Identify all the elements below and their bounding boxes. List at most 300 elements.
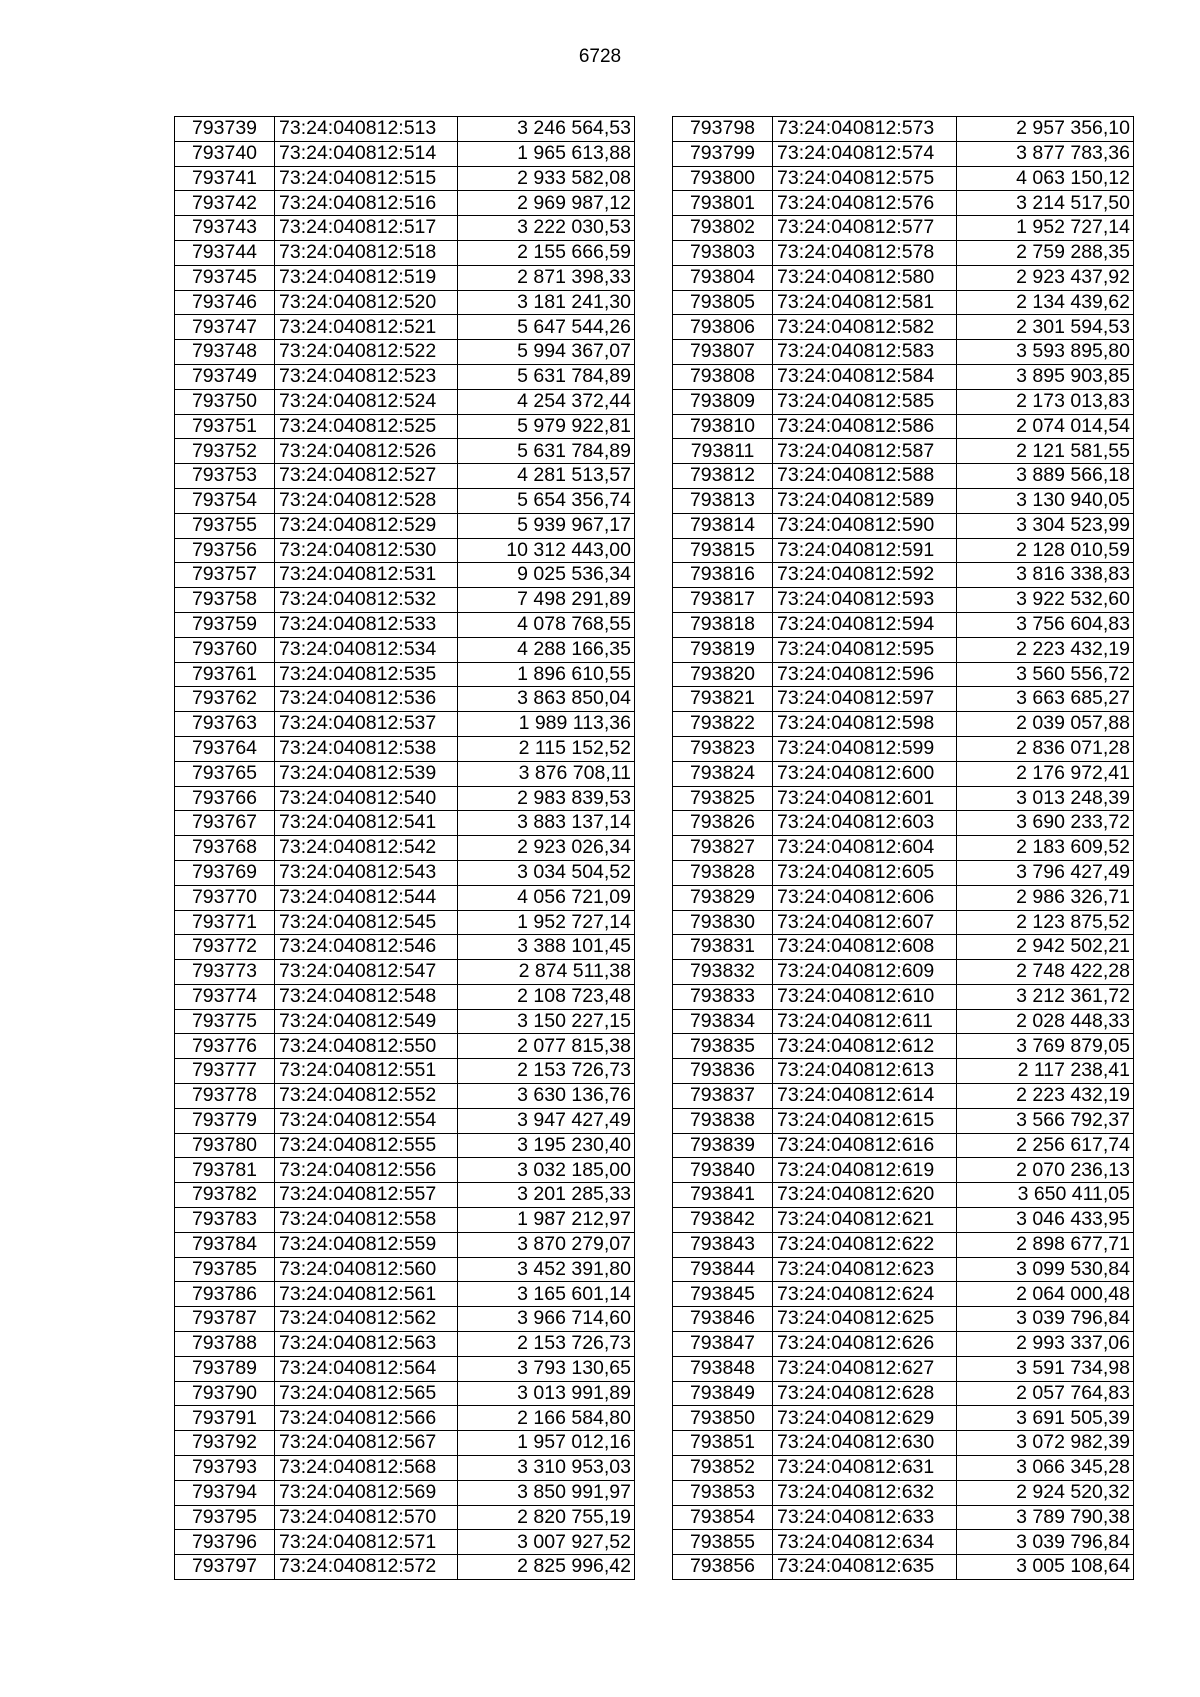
record-number-cell: 793788 bbox=[175, 1332, 275, 1357]
value-cell: 2 176 972,41 bbox=[957, 761, 1134, 786]
table-row bbox=[673, 1009, 1134, 1034]
record-number-cell: 793747 bbox=[175, 315, 275, 340]
record-number-cell: 793816 bbox=[673, 563, 773, 588]
cadastral-number-cell: 73:24:040812:607 bbox=[773, 910, 957, 935]
table-row bbox=[175, 488, 635, 513]
value-cell: 2 924 520,32 bbox=[957, 1480, 1134, 1505]
table-row bbox=[673, 1183, 1134, 1208]
value-cell: 5 939 967,17 bbox=[458, 513, 635, 538]
record-number-cell: 793762 bbox=[175, 687, 275, 712]
value-cell: 2 074 014,54 bbox=[957, 414, 1134, 439]
value-cell: 3 388 101,45 bbox=[458, 935, 635, 960]
cadastral-number-cell: 73:24:040812:513 bbox=[275, 117, 458, 142]
table-row bbox=[175, 1282, 635, 1307]
table-row bbox=[175, 836, 635, 861]
record-number-cell: 793801 bbox=[673, 191, 773, 216]
cadastral-number-cell: 73:24:040812:539 bbox=[275, 761, 458, 786]
table-row bbox=[673, 240, 1134, 265]
value-cell: 10 312 443,00 bbox=[458, 538, 635, 563]
cadastral-number-cell: 73:24:040812:620 bbox=[773, 1183, 957, 1208]
record-number-cell: 793845 bbox=[673, 1282, 773, 1307]
cadastral-number-cell: 73:24:040812:548 bbox=[275, 984, 458, 1009]
table-row bbox=[673, 1530, 1134, 1555]
table-row bbox=[175, 166, 635, 191]
value-cell: 2 117 238,41 bbox=[957, 1059, 1134, 1084]
value-cell: 5 979 922,81 bbox=[458, 414, 635, 439]
cadastral-number-cell: 73:24:040812:603 bbox=[773, 811, 957, 836]
value-cell: 1 952 727,14 bbox=[957, 216, 1134, 241]
value-cell: 3 630 136,76 bbox=[458, 1084, 635, 1109]
record-number-cell: 793803 bbox=[673, 240, 773, 265]
record-number-cell: 793750 bbox=[175, 389, 275, 414]
cadastral-number-cell: 73:24:040812:623 bbox=[773, 1257, 957, 1282]
table-row bbox=[175, 811, 635, 836]
record-number-cell: 793836 bbox=[673, 1059, 773, 1084]
value-cell: 2 986 326,71 bbox=[957, 885, 1134, 910]
value-cell: 2 871 398,33 bbox=[458, 265, 635, 290]
cadastral-number-cell: 73:24:040812:521 bbox=[275, 315, 458, 340]
record-number-cell: 793781 bbox=[175, 1158, 275, 1183]
table-row bbox=[175, 364, 635, 389]
record-number-cell: 793760 bbox=[175, 637, 275, 662]
record-number-cell: 793789 bbox=[175, 1356, 275, 1381]
record-number-cell: 793744 bbox=[175, 240, 275, 265]
table-row bbox=[673, 364, 1134, 389]
table-row bbox=[175, 563, 635, 588]
record-number-cell: 793813 bbox=[673, 488, 773, 513]
cadastral-number-cell: 73:24:040812:517 bbox=[275, 216, 458, 241]
value-cell: 2 836 071,28 bbox=[957, 736, 1134, 761]
record-number-cell: 793840 bbox=[673, 1158, 773, 1183]
cadastral-number-cell: 73:24:040812:594 bbox=[773, 612, 957, 637]
record-number-cell: 793851 bbox=[673, 1431, 773, 1456]
record-number-cell: 793752 bbox=[175, 439, 275, 464]
cadastral-number-cell: 73:24:040812:611 bbox=[773, 1009, 957, 1034]
record-number-cell: 793775 bbox=[175, 1009, 275, 1034]
value-cell: 2 942 502,21 bbox=[957, 935, 1134, 960]
record-number-cell: 793833 bbox=[673, 984, 773, 1009]
value-cell: 2 153 726,73 bbox=[458, 1332, 635, 1357]
cadastral-number-cell: 73:24:040812:590 bbox=[773, 513, 957, 538]
record-number-cell: 793832 bbox=[673, 960, 773, 985]
table-row bbox=[175, 464, 635, 489]
cadastral-number-cell: 73:24:040812:527 bbox=[275, 464, 458, 489]
cadastral-number-cell: 73:24:040812:630 bbox=[773, 1431, 957, 1456]
cadastral-number-cell: 73:24:040812:592 bbox=[773, 563, 957, 588]
table-row bbox=[673, 1084, 1134, 1109]
cadastral-number-cell: 73:24:040812:515 bbox=[275, 166, 458, 191]
table-row bbox=[175, 736, 635, 761]
table-row bbox=[673, 1406, 1134, 1431]
record-number-cell: 793766 bbox=[175, 786, 275, 811]
cadastral-number-cell: 73:24:040812:619 bbox=[773, 1158, 957, 1183]
table-right-body bbox=[673, 117, 1134, 1580]
table-left bbox=[174, 116, 635, 1580]
record-number-cell: 793787 bbox=[175, 1307, 275, 1332]
table-row bbox=[673, 935, 1134, 960]
cadastral-number-cell: 73:24:040812:635 bbox=[773, 1555, 957, 1580]
cadastral-number-cell: 73:24:040812:580 bbox=[773, 265, 957, 290]
table-row bbox=[175, 1505, 635, 1530]
cadastral-number-cell: 73:24:040812:546 bbox=[275, 935, 458, 960]
cadastral-number-cell: 73:24:040812:622 bbox=[773, 1232, 957, 1257]
cadastral-number-cell: 73:24:040812:581 bbox=[773, 290, 957, 315]
table-row bbox=[673, 885, 1134, 910]
record-number-cell: 793771 bbox=[175, 910, 275, 935]
cadastral-number-cell: 73:24:040812:543 bbox=[275, 860, 458, 885]
cadastral-number-cell: 73:24:040812:625 bbox=[773, 1307, 957, 1332]
table-row bbox=[673, 1208, 1134, 1233]
table-row bbox=[673, 340, 1134, 365]
table-row bbox=[673, 513, 1134, 538]
record-number-cell: 793746 bbox=[175, 290, 275, 315]
table-row bbox=[175, 637, 635, 662]
record-number-cell: 793780 bbox=[175, 1133, 275, 1158]
record-number-cell: 793846 bbox=[673, 1307, 773, 1332]
value-cell: 3 246 564,53 bbox=[458, 117, 635, 142]
value-cell: 3 005 108,64 bbox=[957, 1555, 1134, 1580]
record-number-cell: 793825 bbox=[673, 786, 773, 811]
cadastral-number-cell: 73:24:040812:544 bbox=[275, 885, 458, 910]
record-number-cell: 793757 bbox=[175, 563, 275, 588]
value-cell: 2 115 152,52 bbox=[458, 736, 635, 761]
value-cell: 2 256 617,74 bbox=[957, 1133, 1134, 1158]
record-number-cell: 793784 bbox=[175, 1232, 275, 1257]
cadastral-number-cell: 73:24:040812:565 bbox=[275, 1381, 458, 1406]
cadastral-number-cell: 73:24:040812:584 bbox=[773, 364, 957, 389]
table-row bbox=[673, 166, 1134, 191]
value-cell: 3 876 708,11 bbox=[458, 761, 635, 786]
record-number-cell: 793755 bbox=[175, 513, 275, 538]
cadastral-number-cell: 73:24:040812:547 bbox=[275, 960, 458, 985]
record-number-cell: 793828 bbox=[673, 860, 773, 885]
cadastral-number-cell: 73:24:040812:564 bbox=[275, 1356, 458, 1381]
cadastral-number-cell: 73:24:040812:612 bbox=[773, 1034, 957, 1059]
value-cell: 2 134 439,62 bbox=[957, 290, 1134, 315]
cadastral-number-cell: 73:24:040812:568 bbox=[275, 1456, 458, 1481]
record-number-cell: 793820 bbox=[673, 662, 773, 687]
record-number-cell: 793796 bbox=[175, 1530, 275, 1555]
value-cell: 3 816 338,83 bbox=[957, 563, 1134, 588]
cadastral-number-cell: 73:24:040812:587 bbox=[773, 439, 957, 464]
record-number-cell: 793848 bbox=[673, 1356, 773, 1381]
record-number-cell: 793797 bbox=[175, 1555, 275, 1580]
cadastral-number-cell: 73:24:040812:599 bbox=[773, 736, 957, 761]
record-number-cell: 793842 bbox=[673, 1208, 773, 1233]
cadastral-number-cell: 73:24:040812:524 bbox=[275, 389, 458, 414]
value-cell: 2 123 875,52 bbox=[957, 910, 1134, 935]
cadastral-number-cell: 73:24:040812:586 bbox=[773, 414, 957, 439]
cadastral-number-cell: 73:24:040812:522 bbox=[275, 340, 458, 365]
record-number-cell: 793743 bbox=[175, 216, 275, 241]
table-row bbox=[175, 117, 635, 142]
value-cell: 2 108 723,48 bbox=[458, 984, 635, 1009]
value-cell: 4 254 372,44 bbox=[458, 389, 635, 414]
cadastral-number-cell: 73:24:040812:633 bbox=[773, 1505, 957, 1530]
table-row bbox=[175, 1480, 635, 1505]
table-row bbox=[673, 1257, 1134, 1282]
record-number-cell: 793854 bbox=[673, 1505, 773, 1530]
value-cell: 3 165 601,14 bbox=[458, 1282, 635, 1307]
table-row bbox=[673, 662, 1134, 687]
cadastral-number-cell: 73:24:040812:529 bbox=[275, 513, 458, 538]
table-row bbox=[673, 1158, 1134, 1183]
cadastral-number-cell: 73:24:040812:525 bbox=[275, 414, 458, 439]
record-number-cell: 793776 bbox=[175, 1034, 275, 1059]
record-number-cell: 793761 bbox=[175, 662, 275, 687]
value-cell: 4 288 166,35 bbox=[458, 637, 635, 662]
record-number-cell: 793835 bbox=[673, 1034, 773, 1059]
cadastral-number-cell: 73:24:040812:570 bbox=[275, 1505, 458, 1530]
value-cell: 1 987 212,97 bbox=[458, 1208, 635, 1233]
cadastral-number-cell: 73:24:040812:573 bbox=[773, 117, 957, 142]
record-number-cell: 793779 bbox=[175, 1108, 275, 1133]
table-row bbox=[175, 1381, 635, 1406]
table-row bbox=[673, 538, 1134, 563]
table-row bbox=[673, 1133, 1134, 1158]
cadastral-number-cell: 73:24:040812:597 bbox=[773, 687, 957, 712]
cadastral-number-cell: 73:24:040812:542 bbox=[275, 836, 458, 861]
record-number-cell: 793850 bbox=[673, 1406, 773, 1431]
cadastral-number-cell: 73:24:040812:557 bbox=[275, 1183, 458, 1208]
table-row bbox=[175, 240, 635, 265]
table-row bbox=[175, 1232, 635, 1257]
cadastral-number-cell: 73:24:040812:593 bbox=[773, 588, 957, 613]
value-cell: 3 691 505,39 bbox=[957, 1406, 1134, 1431]
table-row bbox=[673, 910, 1134, 935]
table-row bbox=[175, 612, 635, 637]
value-cell: 7 498 291,89 bbox=[458, 588, 635, 613]
table-row bbox=[673, 315, 1134, 340]
value-cell: 1 989 113,36 bbox=[458, 712, 635, 737]
value-cell: 3 793 130,65 bbox=[458, 1356, 635, 1381]
table-row bbox=[673, 687, 1134, 712]
value-cell: 3 007 927,52 bbox=[458, 1530, 635, 1555]
value-cell: 3 889 566,18 bbox=[957, 464, 1134, 489]
table-row bbox=[673, 488, 1134, 513]
table-row bbox=[673, 1034, 1134, 1059]
table-row bbox=[673, 1505, 1134, 1530]
cadastral-number-cell: 73:24:040812:582 bbox=[773, 315, 957, 340]
table-row bbox=[673, 1232, 1134, 1257]
value-cell: 2 128 010,59 bbox=[957, 538, 1134, 563]
cadastral-number-cell: 73:24:040812:563 bbox=[275, 1332, 458, 1357]
table-row bbox=[175, 1456, 635, 1481]
value-cell: 2 064 000,48 bbox=[957, 1282, 1134, 1307]
value-cell: 2 825 996,42 bbox=[458, 1555, 635, 1580]
cadastral-number-cell: 73:24:040812:572 bbox=[275, 1555, 458, 1580]
value-cell: 3 863 850,04 bbox=[458, 687, 635, 712]
table-row bbox=[175, 1059, 635, 1084]
page-number: 6728 bbox=[578, 46, 622, 67]
table-row bbox=[673, 1059, 1134, 1084]
value-cell: 2 923 026,34 bbox=[458, 836, 635, 861]
cadastral-number-cell: 73:24:040812:567 bbox=[275, 1431, 458, 1456]
value-cell: 2 039 057,88 bbox=[957, 712, 1134, 737]
table-row bbox=[175, 1332, 635, 1357]
value-cell: 2 153 726,73 bbox=[458, 1059, 635, 1084]
cadastral-number-cell: 73:24:040812:534 bbox=[275, 637, 458, 662]
cadastral-number-cell: 73:24:040812:631 bbox=[773, 1456, 957, 1481]
record-number-cell: 793810 bbox=[673, 414, 773, 439]
record-number-cell: 793768 bbox=[175, 836, 275, 861]
table-row bbox=[673, 1381, 1134, 1406]
cadastral-number-cell: 73:24:040812:577 bbox=[773, 216, 957, 241]
cadastral-number-cell: 73:24:040812:558 bbox=[275, 1208, 458, 1233]
record-number-cell: 793785 bbox=[175, 1257, 275, 1282]
value-cell: 3 452 391,80 bbox=[458, 1257, 635, 1282]
record-number-cell: 793806 bbox=[673, 315, 773, 340]
cadastral-number-cell: 73:24:040812:560 bbox=[275, 1257, 458, 1282]
cadastral-number-cell: 73:24:040812:615 bbox=[773, 1108, 957, 1133]
table-row bbox=[175, 1084, 635, 1109]
record-number-cell: 793844 bbox=[673, 1257, 773, 1282]
value-cell: 2 923 437,92 bbox=[957, 265, 1134, 290]
table-row bbox=[673, 761, 1134, 786]
record-number-cell: 793769 bbox=[175, 860, 275, 885]
record-number-cell: 793795 bbox=[175, 1505, 275, 1530]
table-row bbox=[673, 1356, 1134, 1381]
cadastral-number-cell: 73:24:040812:626 bbox=[773, 1332, 957, 1357]
record-number-cell: 793764 bbox=[175, 736, 275, 761]
table-row bbox=[673, 216, 1134, 241]
value-cell: 3 877 783,36 bbox=[957, 141, 1134, 166]
record-number-cell: 793837 bbox=[673, 1084, 773, 1109]
value-cell: 3 032 185,00 bbox=[458, 1158, 635, 1183]
cadastral-number-cell: 73:24:040812:627 bbox=[773, 1356, 957, 1381]
table-row bbox=[175, 935, 635, 960]
value-cell: 4 056 721,09 bbox=[458, 885, 635, 910]
table-row bbox=[175, 216, 635, 241]
value-cell: 2 993 337,06 bbox=[957, 1332, 1134, 1357]
value-cell: 3 214 517,50 bbox=[957, 191, 1134, 216]
cadastral-number-cell: 73:24:040812:578 bbox=[773, 240, 957, 265]
table-row bbox=[175, 1009, 635, 1034]
value-cell: 3 130 940,05 bbox=[957, 488, 1134, 513]
record-number-cell: 793809 bbox=[673, 389, 773, 414]
value-cell: 2 759 288,35 bbox=[957, 240, 1134, 265]
table-row bbox=[673, 563, 1134, 588]
value-cell: 3 181 241,30 bbox=[458, 290, 635, 315]
table-row bbox=[673, 637, 1134, 662]
record-number-cell: 793745 bbox=[175, 265, 275, 290]
table-row bbox=[673, 860, 1134, 885]
cadastral-number-cell: 73:24:040812:624 bbox=[773, 1282, 957, 1307]
value-cell: 4 078 768,55 bbox=[458, 612, 635, 637]
record-number-cell: 793754 bbox=[175, 488, 275, 513]
table-row bbox=[673, 1108, 1134, 1133]
table-row bbox=[673, 836, 1134, 861]
record-number-cell: 793794 bbox=[175, 1480, 275, 1505]
cadastral-number-cell: 73:24:040812:550 bbox=[275, 1034, 458, 1059]
table-right bbox=[672, 116, 1134, 1580]
value-cell: 2 077 815,38 bbox=[458, 1034, 635, 1059]
value-cell: 5 631 784,89 bbox=[458, 364, 635, 389]
table-row bbox=[673, 117, 1134, 142]
cadastral-number-cell: 73:24:040812:540 bbox=[275, 786, 458, 811]
cadastral-number-cell: 73:24:040812:608 bbox=[773, 935, 957, 960]
value-cell: 2 933 582,08 bbox=[458, 166, 635, 191]
record-number-cell: 793778 bbox=[175, 1084, 275, 1109]
value-cell: 3 201 285,33 bbox=[458, 1183, 635, 1208]
cadastral-number-cell: 73:24:040812:552 bbox=[275, 1084, 458, 1109]
table-row bbox=[175, 1356, 635, 1381]
table-row bbox=[673, 712, 1134, 737]
record-number-cell: 793830 bbox=[673, 910, 773, 935]
cadastral-number-cell: 73:24:040812:589 bbox=[773, 488, 957, 513]
record-number-cell: 793841 bbox=[673, 1183, 773, 1208]
cadastral-number-cell: 73:24:040812:585 bbox=[773, 389, 957, 414]
cadastral-number-cell: 73:24:040812:613 bbox=[773, 1059, 957, 1084]
value-cell: 3 099 530,84 bbox=[957, 1257, 1134, 1282]
value-cell: 2 173 013,83 bbox=[957, 389, 1134, 414]
table-row bbox=[673, 141, 1134, 166]
cadastral-number-cell: 73:24:040812:621 bbox=[773, 1208, 957, 1233]
cadastral-number-cell: 73:24:040812:531 bbox=[275, 563, 458, 588]
value-cell: 3 789 790,38 bbox=[957, 1505, 1134, 1530]
table-row bbox=[673, 1307, 1134, 1332]
record-number-cell: 793741 bbox=[175, 166, 275, 191]
cadastral-number-cell: 73:24:040812:571 bbox=[275, 1530, 458, 1555]
record-number-cell: 793767 bbox=[175, 811, 275, 836]
record-number-cell: 793783 bbox=[175, 1208, 275, 1233]
value-cell: 2 983 839,53 bbox=[458, 786, 635, 811]
value-cell: 2 820 755,19 bbox=[458, 1505, 635, 1530]
record-number-cell: 793818 bbox=[673, 612, 773, 637]
record-number-cell: 793777 bbox=[175, 1059, 275, 1084]
cadastral-number-cell: 73:24:040812:526 bbox=[275, 439, 458, 464]
table-row bbox=[673, 786, 1134, 811]
cadastral-number-cell: 73:24:040812:610 bbox=[773, 984, 957, 1009]
table-row bbox=[673, 265, 1134, 290]
cadastral-number-cell: 73:24:040812:575 bbox=[773, 166, 957, 191]
table-row bbox=[175, 414, 635, 439]
cadastral-number-cell: 73:24:040812:604 bbox=[773, 836, 957, 861]
value-cell: 3 560 556,72 bbox=[957, 662, 1134, 687]
record-number-cell: 793839 bbox=[673, 1133, 773, 1158]
table-row bbox=[175, 1158, 635, 1183]
value-cell: 1 896 610,55 bbox=[458, 662, 635, 687]
record-number-cell: 793793 bbox=[175, 1456, 275, 1481]
record-number-cell: 793799 bbox=[673, 141, 773, 166]
table-row bbox=[175, 860, 635, 885]
value-cell: 3 212 361,72 bbox=[957, 984, 1134, 1009]
value-cell: 2 183 609,52 bbox=[957, 836, 1134, 861]
record-number-cell: 793798 bbox=[673, 117, 773, 142]
cadastral-number-cell: 73:24:040812:576 bbox=[773, 191, 957, 216]
record-number-cell: 793763 bbox=[175, 712, 275, 737]
table-row bbox=[175, 141, 635, 166]
table-row bbox=[673, 1555, 1134, 1580]
table-row bbox=[673, 984, 1134, 1009]
value-cell: 4 281 513,57 bbox=[458, 464, 635, 489]
table-row bbox=[175, 1183, 635, 1208]
table-row bbox=[175, 265, 635, 290]
value-cell: 2 301 594,53 bbox=[957, 315, 1134, 340]
cadastral-number-cell: 73:24:040812:554 bbox=[275, 1108, 458, 1133]
table-row bbox=[175, 662, 635, 687]
value-cell: 3 922 532,60 bbox=[957, 588, 1134, 613]
table-row bbox=[175, 1307, 635, 1332]
record-number-cell: 793756 bbox=[175, 538, 275, 563]
value-cell: 2 969 987,12 bbox=[458, 191, 635, 216]
table-row bbox=[175, 340, 635, 365]
table-row bbox=[673, 389, 1134, 414]
value-cell: 3 066 345,28 bbox=[957, 1456, 1134, 1481]
table-row bbox=[175, 786, 635, 811]
record-number-cell: 793805 bbox=[673, 290, 773, 315]
value-cell: 3 593 895,80 bbox=[957, 340, 1134, 365]
